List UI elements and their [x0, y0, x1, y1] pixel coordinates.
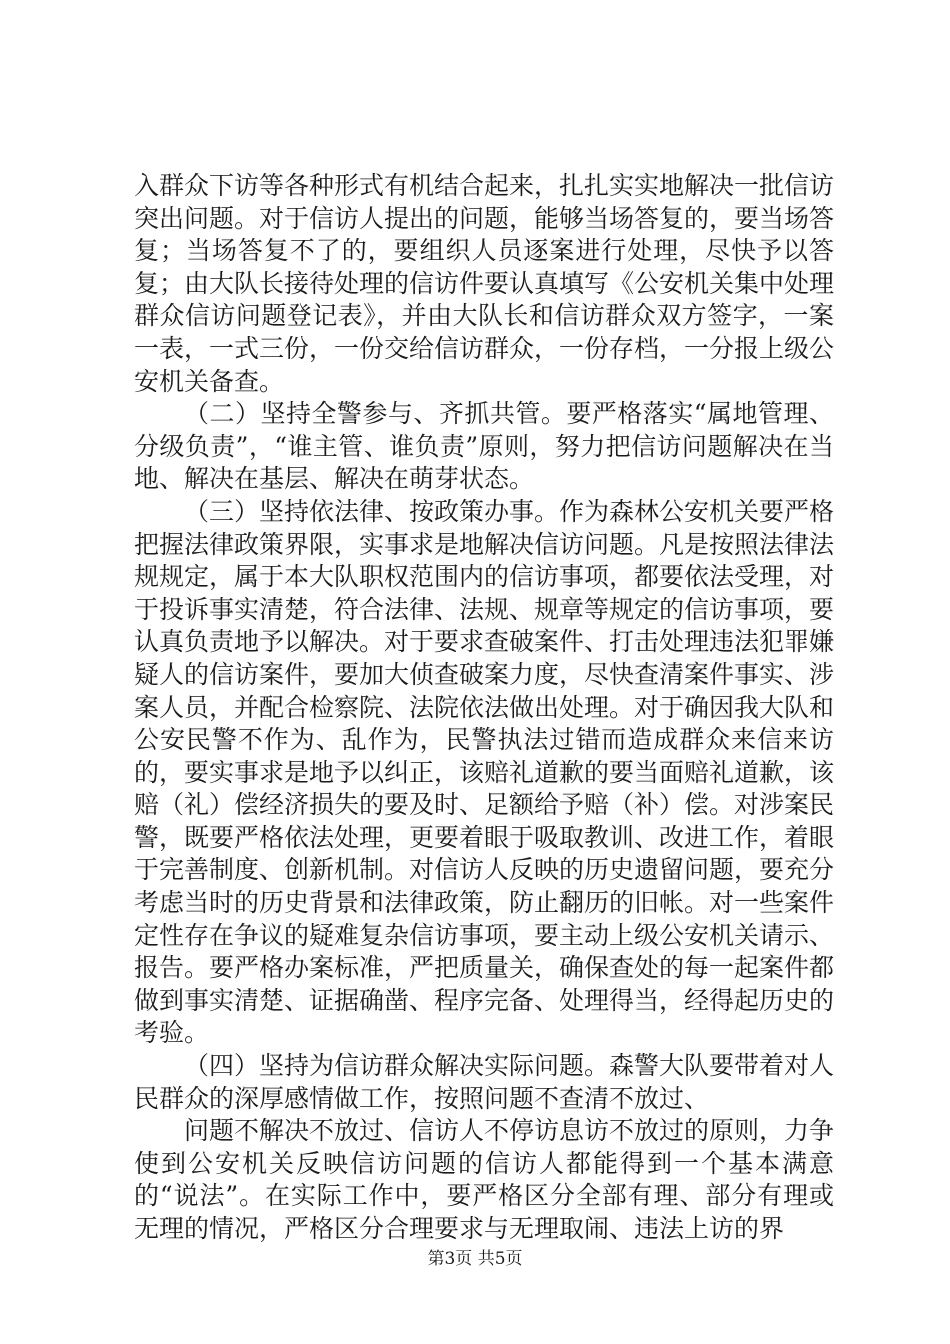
paragraph-section-4: （四）坚持为信访群众解决实际问题。森警大队要带着对人民群众的深厚感情做工作，按照问题不查清不放过、 — [134, 1051, 835, 1113]
paragraph-section-2: （二）坚持全警参与、齐抓共管。要严格落实“属地管理、分级负责”，“谁主管、谁负责”原则，努力把信访问题解决在当地、解决在基层、解决在萌芽状态。 — [134, 399, 834, 494]
paragraph-section-4-continued: 问题不解决不放过、信访人不停访息访不放过的原则，力争使到公安机关反映信访问题的信访人都能得到一个基本满意的“说法”。在实际工作中，要严格区分全部有理、部分有理或无理的情况，严格区分合理要求与无理取闹、违法上访的界 — [134, 1116, 835, 1243]
page-number-footer: 第3页 共5页 — [427, 1249, 523, 1269]
paragraph-continuation: 入群众下访等各种形式有机结合起来，扎扎实实地解决一批信访突出问题。对于信访人提出的问题，能够当场答复的，要当场答复；当场答复不了的，要组织人员逐案进行处理，尽快予以答复；由大队长接待处理的信访件要认真填写《公安机关集中处理群众信访问题登记表》，并由大队长和信访群众双方签字，一案一表，一式三份，一份交给信访群众，一份存档，一分报上级公安机关备查。 — [134, 171, 835, 396]
document-body — [134, 170, 834, 1246]
paragraph-section-3: （三）坚持依法律、按政策办事。作为森林公安机关要严格把握法律政策界限，实事求是地解决信访问题。凡是按照法律法规规定，属于本大队职权范围内的信访事项，都要依法受理，对于投诉事实清楚，符合法律、法规、规章等规定的信访事项，要认真负责地予以解决。对于要求查破案件、打击处理违法犯罪嫌疑人的信访案件，要加大侦查破案力度，尽快查清案件事实、涉案人员，并配合检察院、法院依法做出处理。对于确因我大队和公安民警不作为、乱作为，民警执法过错而造成群众来信来访的，要实事求是地予以纠正，该赔礼道歉的要当面赔礼道歉，该赔（礼）偿经济损失的要及时、足额给予赔（补）偿。对涉案民警，既要严格依法处理，更要着眼于吸取教训、改进工作，着眼于完善制度、创新机制。对信访人反映的历史遗留问题，要充分考虑当时的历史背景和法律政策，防止翻历的旧帐。对一些案件定性存在争议的疑难复杂信访事项，要主动上级公安机关请示、报告。要严格办案标准，严把质量关，确保查处的每一起案件都做到事实清楚、证据确凿、程序完备、处理得当，经得起历史的考验。 — [134, 496, 835, 1048]
